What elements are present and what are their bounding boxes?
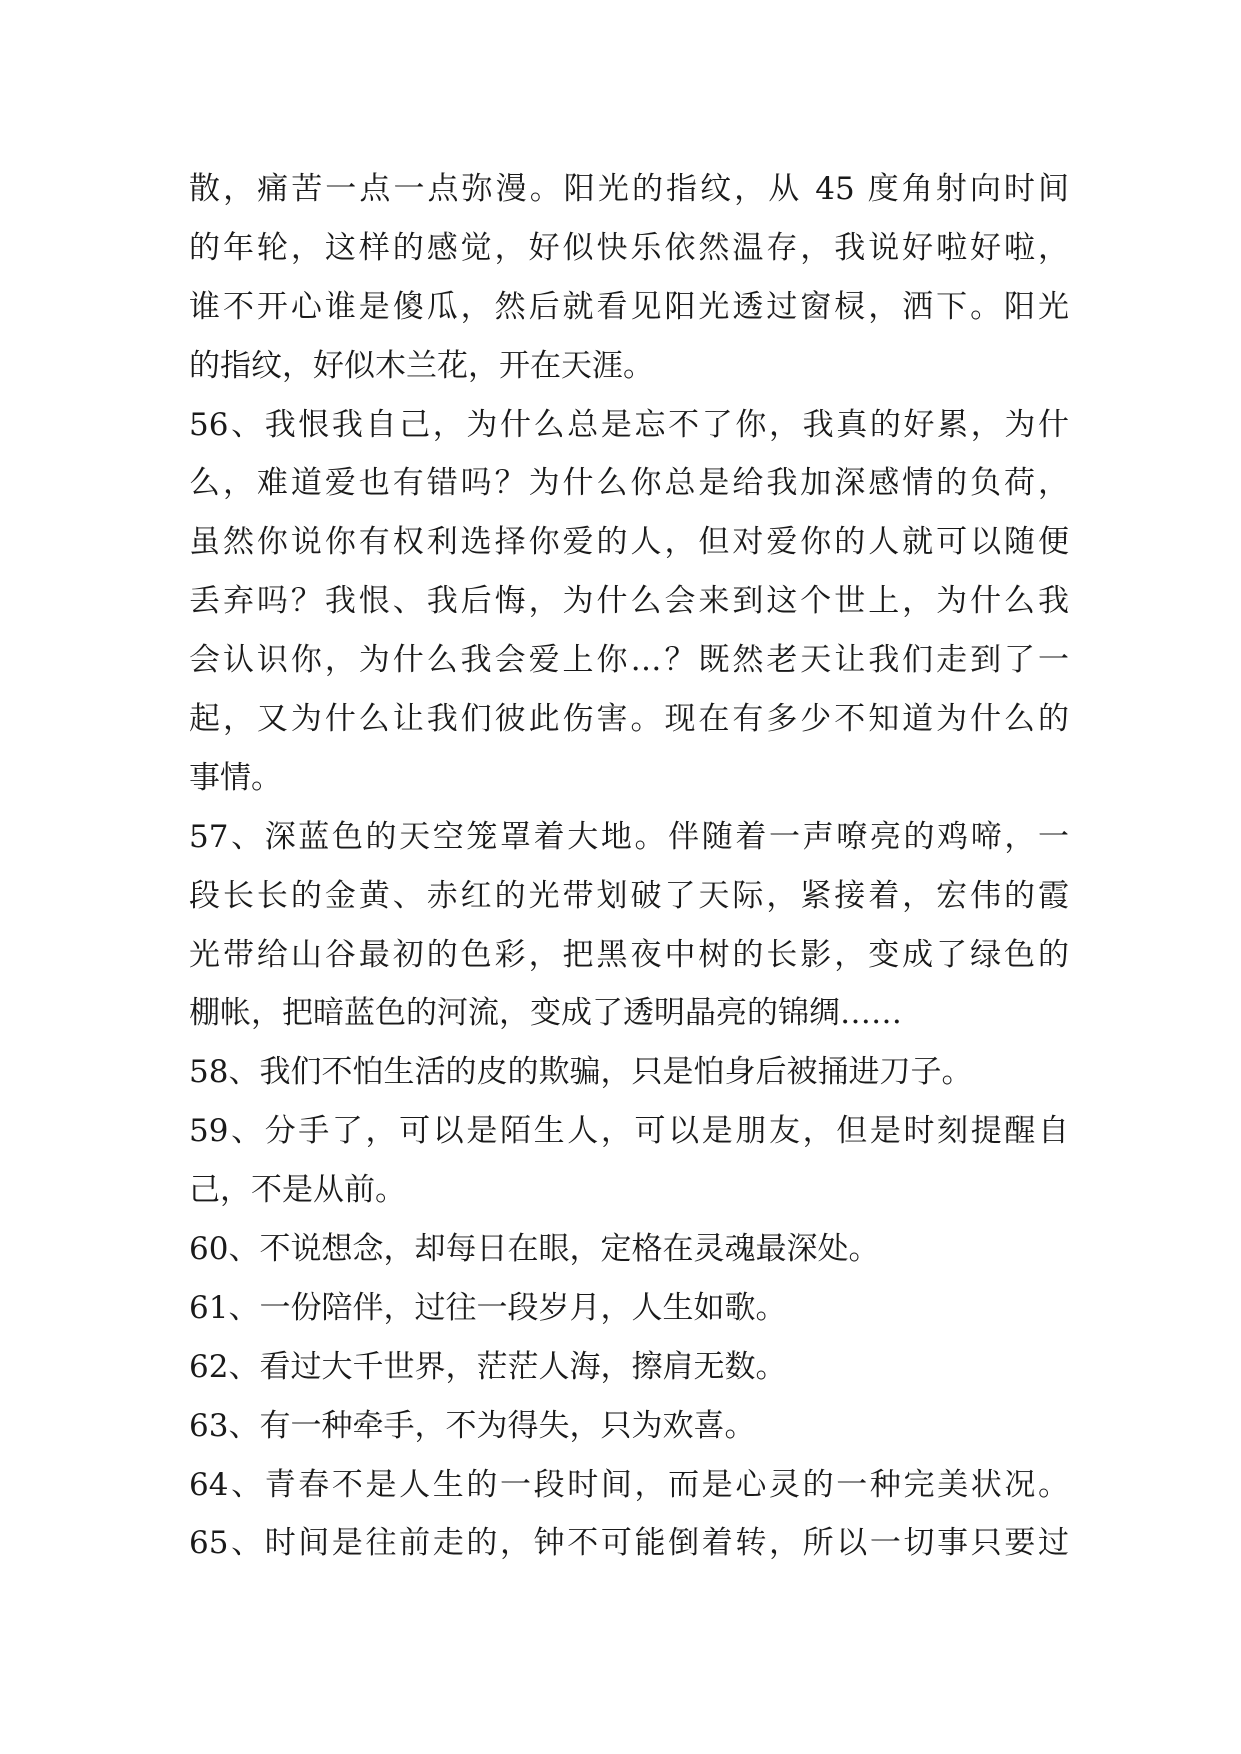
text-line: 丢弃吗？我恨、我后悔，为什么会来到这个世上，为什么我 bbox=[189, 583, 1069, 620]
text-line: 谁不开心谁是傻瓜，然后就看见阳光透过窗棂，洒下。阳光 bbox=[189, 288, 1069, 325]
text-line: 59、分手了，可以是陌生人，可以是朋友，但是时刻提醒自 bbox=[189, 1113, 1069, 1150]
text-line: 么，难道爱也有错吗？为什么你总是给我加深感情的负荷， bbox=[189, 465, 1069, 502]
text-line: 56、我恨我自己，为什么总是忘不了你，我真的好累，为什 bbox=[189, 406, 1069, 443]
text-line: 62、看过大千世界，茫茫人海，擦肩无数。 bbox=[189, 1348, 787, 1385]
text-line: 起，又为什么让我们彼此伤害。现在有多少不知道为什么的 bbox=[189, 701, 1069, 738]
text-line: 57、深蓝色的天空笼罩着大地。伴随着一声嘹亮的鸡啼，一 bbox=[189, 818, 1069, 855]
text-line: 事情。 bbox=[189, 759, 282, 796]
text-line: 58、我们不怕生活的皮的欺骗，只是怕身后被捅进刀子。 bbox=[189, 1054, 973, 1091]
text-line: 64、青春不是人生的一段时间，而是心灵的一种完美状况。 bbox=[189, 1466, 1069, 1503]
text-line: 65、时间是往前走的，钟不可能倒着转，所以一切事只要过 bbox=[189, 1525, 1069, 1562]
text-line: 散，痛苦一点一点弥漫。阳光的指纹，从 45 度角射向时间 bbox=[189, 171, 1069, 207]
text-line: 段长长的金黄、赤红的光带划破了天际，紧接着，宏伟的霞 bbox=[189, 877, 1069, 914]
text-line: 61、一份陪伴，过往一段岁月，人生如歌。 bbox=[189, 1289, 787, 1326]
text-line: 的指纹，好似木兰花，开在天涯。 bbox=[189, 347, 654, 384]
text-line: 60、不说想念，却每日在眼，定格在灵魂最深处。 bbox=[189, 1231, 880, 1268]
text-line: 会认识你，为什么我会爱上你…？既然老天让我们走到了一 bbox=[189, 642, 1069, 679]
text-line: 光带给山谷最初的色彩，把黑夜中树的长影，变成了绿色的 bbox=[189, 936, 1069, 973]
text-line: 63、有一种牵手，不为得失，只为欢喜。 bbox=[189, 1407, 756, 1444]
text-line: 虽然你说你有权利选择你爱的人，但对爱你的人就可以随便 bbox=[189, 524, 1069, 561]
text-line: 的年轮，这样的感觉，好似快乐依然温存，我说好啦好啦， bbox=[189, 229, 1069, 266]
text-line: 棚帐，把暗蓝色的河流，变成了透明晶亮的锦绸…… bbox=[189, 995, 902, 1032]
text-line: 己，不是从前。 bbox=[189, 1172, 406, 1209]
body-text bbox=[189, 160, 1069, 1573]
